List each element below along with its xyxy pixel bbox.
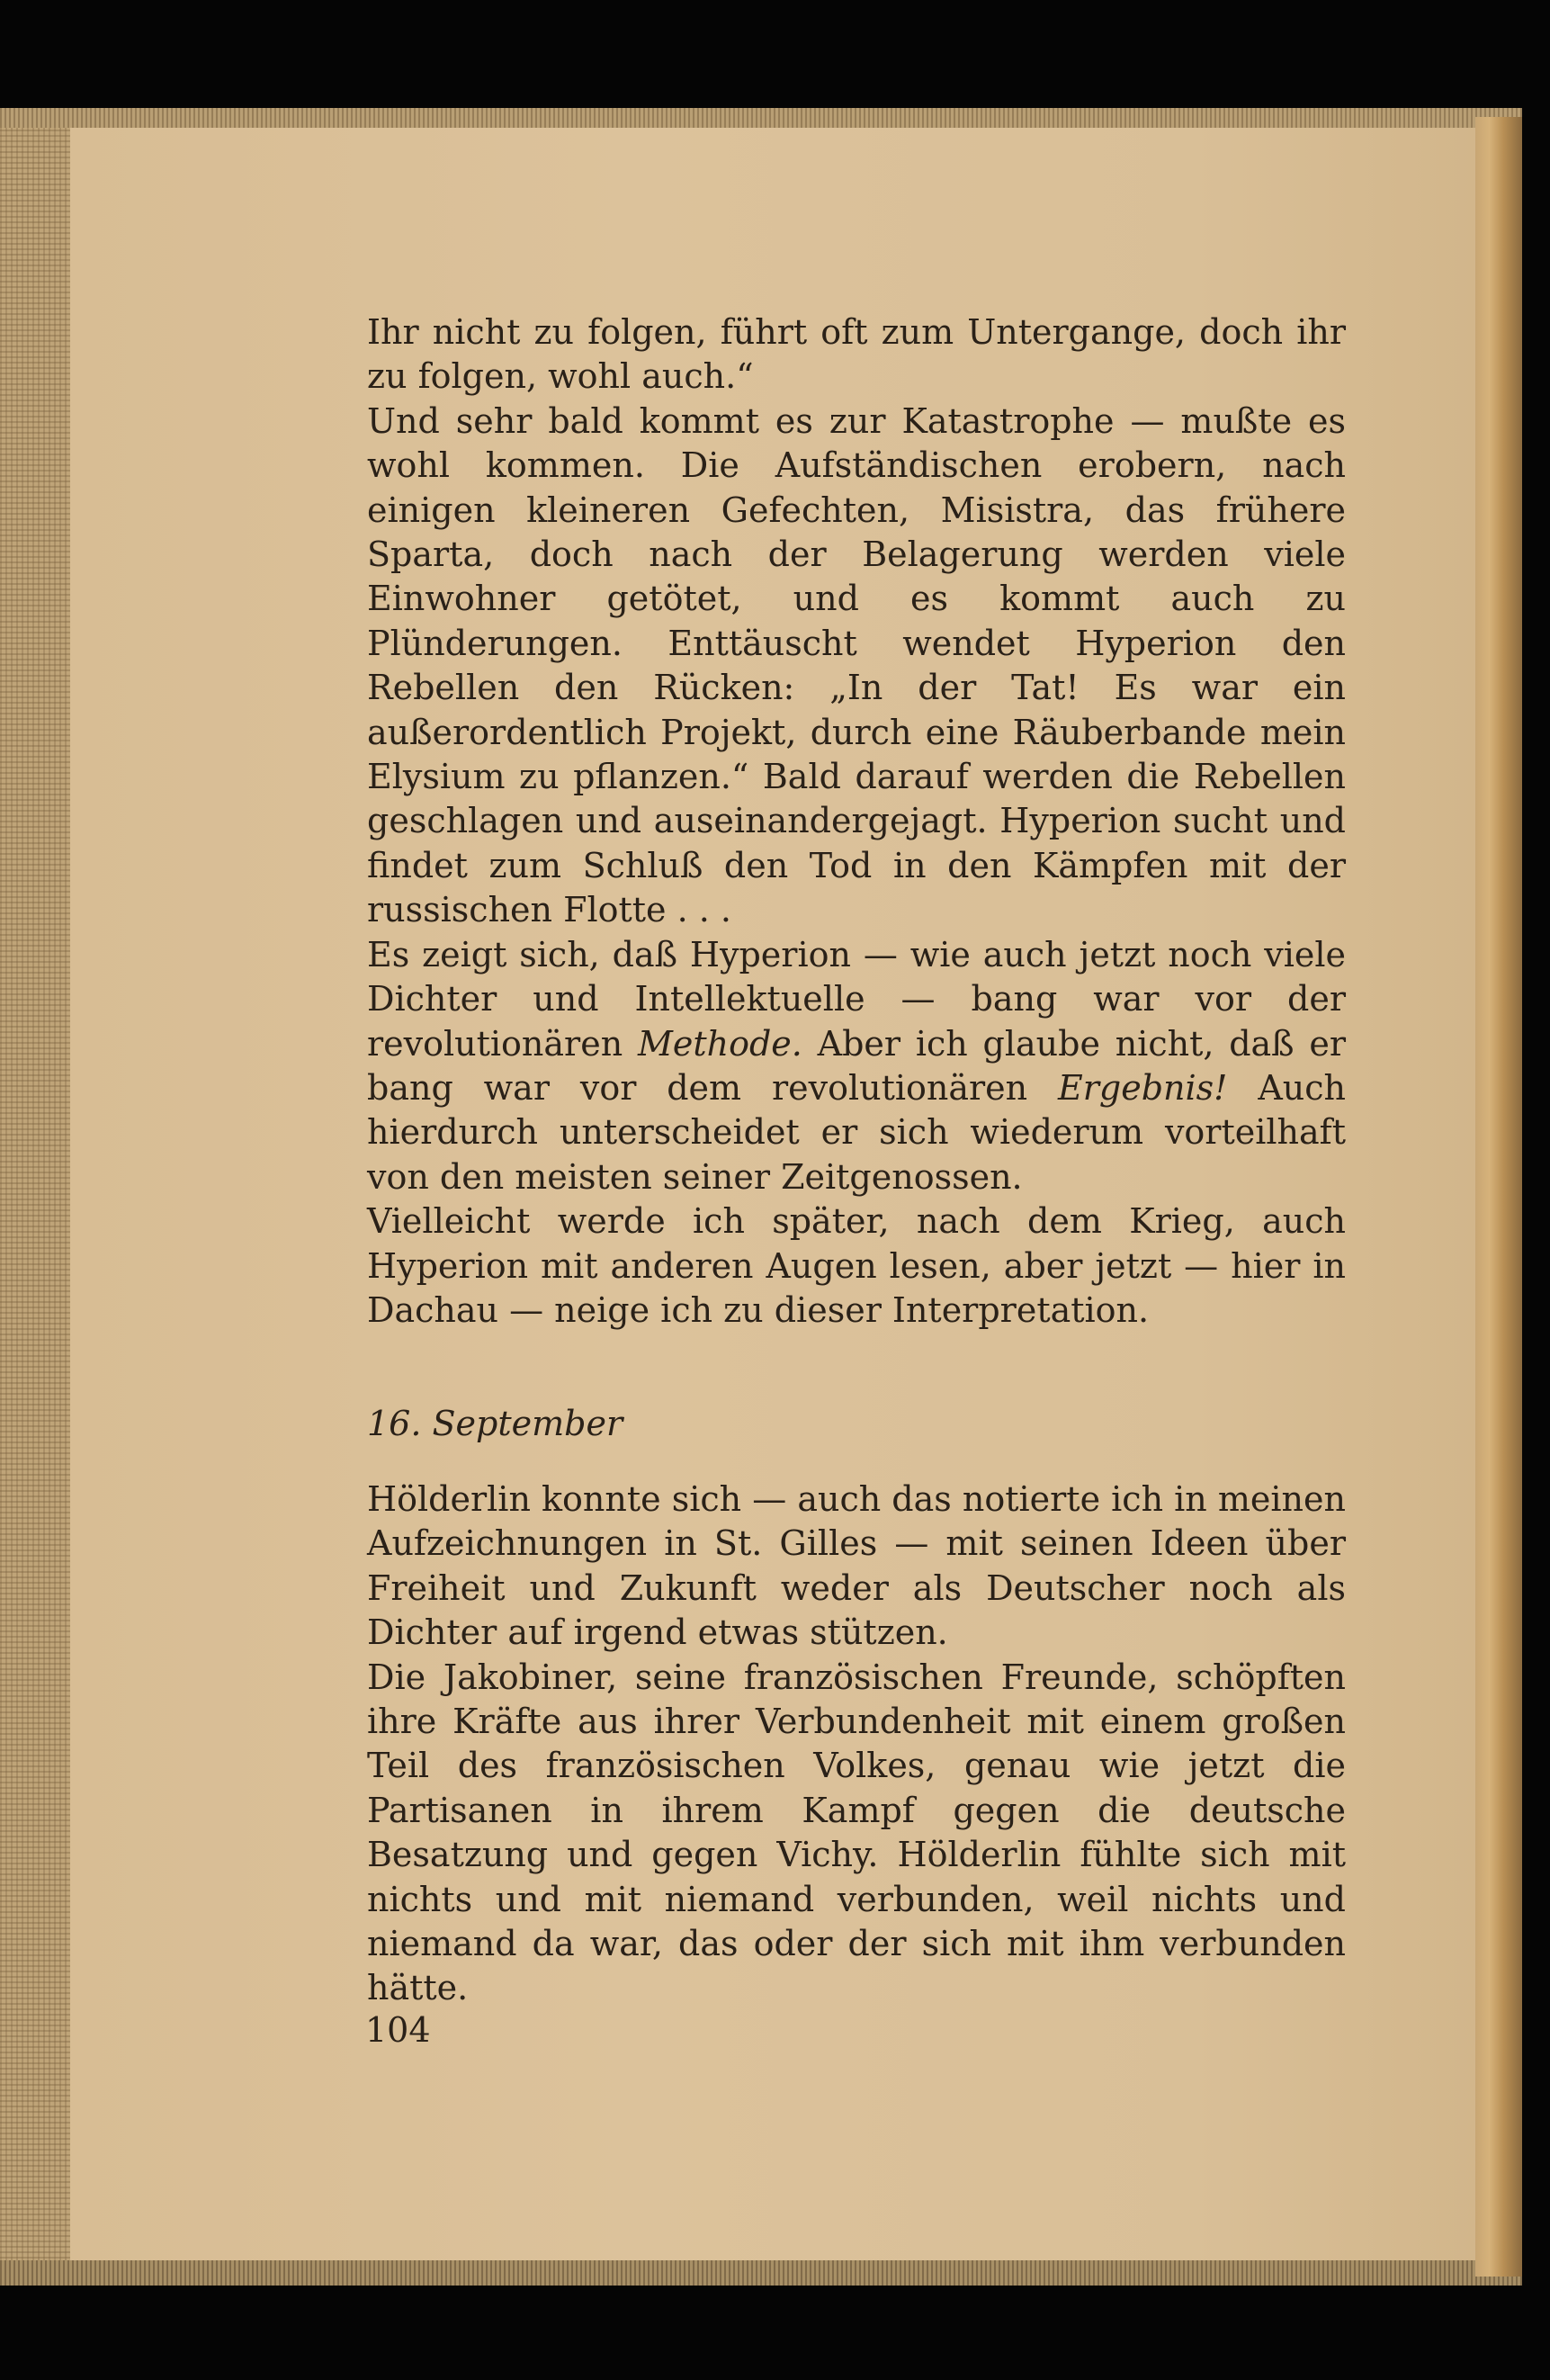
cloth-binding-left [0, 108, 72, 2286]
paragraph-text: Es zeigt sich, daß Hyperion — wie auch jetzt noch viele Dichter und Intellektuelle — bang war vor der revolutionären [367, 934, 1346, 1064]
paragraph: Hölderlin konnte sich — auch das notierte ich in meinen Aufzeichnungen in St. Gilles — mit seinen Ideen über Freiheit und Zukunft weder als Deutscher noch als Dichter auf irgend etwas stützen. [367, 1479, 1346, 1653]
paragraph-text: Aber ich glaube nicht, daß er bang war vor dem revolutionären [367, 1023, 1346, 1108]
page-number: 104 [365, 2010, 431, 2050]
body-text-top [367, 310, 1346, 1333]
paragraph: Die Jakobiner, seine französischen Freunde, schöpften ihre Kräfte aus ihrer Verbundenheit mit einem großen Teil des französischen Volkes, genau wie jetzt die Partisanen in ihrem Kampf gegen die deutsche Besatzung und gegen Vichy. Hölderlin fühlte sich mit nichts und mit niemand verbunden, weil nichts und niemand da war, das oder der sich mit ihm verbunden hätte. [367, 1657, 1346, 2008]
paragraph [367, 933, 1346, 1199]
paragraph: Und sehr bald kommt es zur Katastrophe — mußte es wohl kommen. Die Aufständischen erobern, nach einigen kleineren Gefechten, Misistra, das frühere Sparta, doch nach der Belagerung werden viele Einwohner getötet, und es kommt auch zu Plünderungen. Enttäuscht wendet Hyperion den Rebellen den Rücken: „In der Tat! Es war ein außerordentlich Projekt, durch eine Räuberbande mein Elysium zu pflanzen.“ Bald darauf werden die Rebellen geschlagen und auseinandergejagt. Hyperion sucht und findet zum Schluß den Tod in den Kämpfen mit der russischen Flotte . . . [367, 400, 1346, 930]
cloth-binding-bottom [0, 2260, 1522, 2286]
emphasis-text: Methode. [637, 1023, 802, 1064]
body-text-bottom [367, 1477, 1346, 2011]
paragraph: Vielleicht werde ich später, nach dem Krieg, auch Hyperion mit anderen Augen lesen, aber jetzt — hier in Dachau — neige ich zu dieser Interpretation. [367, 1201, 1346, 1330]
paragraph: Ihr nicht zu folgen, führt oft zum Untergange, doch ihr zu folgen, wohl auch.“ [367, 312, 1346, 397]
date-heading: 16. September [367, 1404, 623, 1443]
cloth-binding-top [0, 108, 1522, 128]
paragraph-text: Auch hierdurch unterscheidet er sich wiederum vorteilhaft von den meisten seiner Zeitgenossen. [367, 1067, 1346, 1197]
page-edge [1475, 117, 1522, 2277]
emphasis-text: Ergebnis! [1058, 1067, 1228, 1108]
